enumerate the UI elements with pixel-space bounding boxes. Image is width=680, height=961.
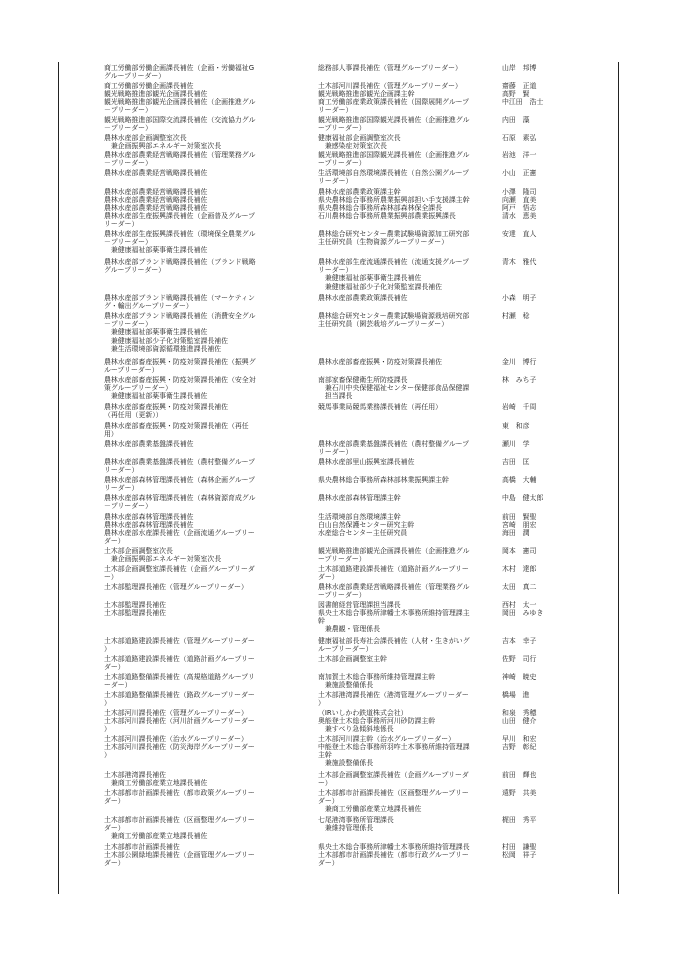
- person-name: 阿戸 悟志: [502, 204, 537, 212]
- person-name: 小森 明子: [502, 294, 537, 302]
- left-border-line: [58, 62, 59, 894]
- new-position: 競馬事業局競馬業務課長補佐（再任用）: [318, 403, 443, 411]
- person-name: 瀬川 学: [502, 440, 530, 448]
- person-name: 村瀬 稔: [502, 312, 530, 320]
- new-position: 水産総合センター主任研究員: [318, 529, 408, 537]
- person-name: 中島 健太郎: [502, 494, 544, 502]
- person-name: 海田 潤: [502, 529, 530, 537]
- person-name: 和泉 秀穂: [502, 709, 537, 717]
- new-position: 土木部河川課主幹（治水グループリーダー）: [318, 735, 455, 743]
- previous-position: 農林水産部畜産振興・防疫対策課長補佐 （再任用（更新））: [104, 403, 229, 420]
- new-position: 総務部人事課長補佐（管理グループリーダー）: [318, 64, 462, 72]
- person-name: 青木 雅代: [502, 258, 537, 266]
- previous-position: 農林水産部農業基盤課長補佐（農村整備グループ リーダー）: [104, 458, 256, 475]
- previous-position: 農林水産部森林管理課長補佐（森林資源育成グル －プリーダー）: [104, 494, 256, 511]
- person-name: 東 和彦: [502, 422, 530, 430]
- previous-position: 農林水産部畜産振興・防疫対策課長補佐（振興グ ループリーダー）: [104, 358, 256, 375]
- previous-position: 土木部道路建設課長補佐（道路計画グループリー ダー）: [104, 655, 255, 672]
- person-name: 宮崎 朋宏: [502, 521, 537, 529]
- previous-position: 農林水産部農業経営戦略課長補佐: [104, 188, 208, 196]
- previous-position: 土木部企画調整室課長補佐（企画グループリーダ ー）: [104, 565, 255, 582]
- new-position: 土木部都市計画課長補佐（区画整理グループリー ダー） 兼商工労働部産業立地課長補佐: [318, 789, 469, 814]
- previous-position: 農林水産部水産課長補佐（企画流通グループリー ダー）: [104, 529, 255, 546]
- previous-position: 農林水産部農業基盤課長補佐: [104, 440, 194, 448]
- person-name: 向瀬 直美: [502, 196, 537, 204]
- new-position: 県央農林総合事務所農業振興部担い手支援課主幹: [318, 196, 470, 204]
- previous-position: 農林水産部農業経営戦略課長補佐: [104, 196, 208, 204]
- previous-position: 農林水産部生産振興課長補佐（企画普及グループ リーダー）: [104, 212, 256, 229]
- previous-position: 農林水産部農業経営戦略課長補佐: [104, 169, 208, 177]
- previous-position: 土木部都市計画課長補佐: [104, 843, 180, 851]
- new-position: 農林水産部農業基盤課長補佐（農村整備グループ リーダー）: [318, 440, 470, 457]
- person-name: 松岡 祥子: [502, 851, 537, 859]
- new-position: 県央農林総合事務所森林部林業振興課主幹: [318, 476, 449, 484]
- previous-position: 土木部河川課長補佐（治水グループリーダー）: [104, 735, 248, 743]
- previous-position: 土木部都市計画課長補佐（区画整理グループリー ダー） 兼商工労働部産業立地課長補佐: [104, 816, 255, 841]
- person-name: 吉本 幸子: [502, 637, 537, 645]
- new-position: 図書館経営管理課担当課長: [318, 601, 401, 609]
- new-position: 南加賀土木総合事務所維持管理課主幹 兼施設整備係長: [318, 673, 436, 690]
- person-name: 橋場 進: [502, 691, 530, 699]
- person-name: 小山 正憲: [502, 169, 537, 177]
- person-name: 安達 直人: [502, 230, 537, 238]
- new-position: 農林総合研究センター農業試験場資源栽培研究部 主任研究員（園芸栽培グループリーダー）: [318, 312, 470, 329]
- new-position: 土木部河川課長補佐（管理グループリーダー）: [318, 82, 462, 90]
- new-position: 観光戦略推進部観光企画課長補佐（企画推進グル ープリーダー）: [318, 547, 470, 564]
- previous-position: 農林水産部生産振興課長補佐（環境保全農業グル －プリーダー） 兼健康福祉部薬事衛生課長補佐: [104, 230, 256, 255]
- new-position: 商工労働部産業政策課長補佐（国際展開グループ リーダー）: [318, 98, 470, 115]
- new-position: 土木部企画調整室課長補佐（企画グループリーダ ー）: [318, 771, 469, 788]
- new-position: 観光戦略推進部観光企画課主幹: [318, 90, 415, 98]
- previous-position: 土木部企画調整室次長 兼企画振興部エネルギー対策室次長: [104, 547, 222, 564]
- person-name: 岡田 みゆき: [502, 609, 544, 617]
- person-name: 齋藤 正道: [502, 82, 537, 90]
- person-name: 吉野 彰紀: [502, 743, 537, 751]
- new-position: 土木部港湾課長補佐（港湾管理グループリーダー ）: [318, 691, 469, 708]
- person-name: 村田 謙聖: [502, 843, 537, 851]
- new-position: 観光戦略推進部国際観光課長補佐（企画推進グル ープリーダー）: [318, 151, 470, 168]
- person-name: 清水 恵美: [502, 212, 537, 220]
- person-name: 山岸 邦博: [502, 64, 537, 72]
- new-position: 石川農林総合事務所農業振興部農業振興課長: [318, 212, 456, 220]
- new-position: 土木部企画調整室主幹: [318, 655, 387, 663]
- new-position: 県央土木総合事務所津幡土木事務所維持管理課主 幹 兼農観・管理係長: [318, 609, 470, 634]
- previous-position: 農林水産部ブランド戦略課長補佐（ブランド戦略 グループリーダー）: [104, 258, 256, 275]
- new-position: 県央土木総合事務所津幡土木事務所維持管理課長: [318, 843, 470, 851]
- new-position: 農林水産部畜産振興・防疫対策課長補佐: [318, 358, 443, 366]
- person-name: 岡本 憲司: [502, 547, 537, 555]
- person-name: 佐野 司行: [502, 655, 537, 663]
- previous-position: 土木部監理課長補佐: [104, 601, 167, 609]
- previous-position: 農林水産部森林管理課長補佐: [104, 513, 194, 521]
- new-position: 県央農林総合事務所森林部森林保全課長: [318, 204, 443, 212]
- new-position: 中能登土木総合事務所羽咋土木事務所維持管理課 主幹 兼施設整備係長: [318, 743, 470, 768]
- previous-position: 農林水産部畜産振興・防疫対策課長補佐（再任 用）: [104, 422, 249, 439]
- previous-position: 観光戦略推進部観光企画課長補佐（企画推進グル －プリーダー）: [104, 98, 256, 115]
- person-name: 内田 藻: [502, 116, 530, 124]
- previous-position: 土木部公園緑地課長補佐（企画管理グループリー ダー）: [104, 851, 255, 868]
- previous-position: 観光戦略推進部観光企画課長補佐: [104, 90, 208, 98]
- previous-position: 土木部監理課長補佐（管理グループリーダー）: [104, 583, 248, 591]
- previous-position: 商工労働部労働企画課長補佐（企画・労働福祉G グループリーダー）: [104, 64, 255, 81]
- new-position: 観光戦略推進部国際観光課長補佐（企画推進グル ープリーダー）: [318, 116, 470, 133]
- previous-position: 農林水産部農業経営戦略課長補佐: [104, 204, 208, 212]
- new-position: 生活環境部自然環境課主幹: [318, 513, 401, 521]
- previous-position: 土木部道路整備課長補佐（路政グループリーダー ）: [104, 691, 255, 708]
- person-name: 前田 賢聖: [502, 513, 537, 521]
- new-position: 農林水産部生産流通課長補佐（流通支援グループ リーダー） 兼健康福祉部薬事衛生課長補佐 兼健康福祉部少子化対策監室課長補佐: [318, 258, 470, 291]
- previous-position: 土木部河川課長補佐（管理グループリーダー）: [104, 709, 248, 717]
- new-position: 農林水産部里山振興室課長補佐: [318, 458, 415, 466]
- person-name: 金川 博行: [502, 358, 537, 366]
- person-name: 小澤 隆司: [502, 188, 537, 196]
- previous-position: 農林水産部畜産振興・防疫対策課長補佐（安全対 策グループリーダー） 兼健康福祉部薬事衛生課長補佐: [104, 376, 256, 401]
- previous-position: 農林水産部企画調整室次長 兼企画振興部エネルギー対策室次長: [104, 134, 222, 151]
- person-name: 高野 賢: [502, 90, 530, 98]
- person-name: 岩池 洋一: [502, 151, 537, 159]
- previous-position: 農林水産部森林管理課長補佐（森林企画グループ リーダー）: [104, 476, 256, 493]
- person-name: 前田 輝也: [502, 771, 537, 779]
- person-name: 石原 素弘: [502, 134, 537, 142]
- new-position: 農林水産部農業政策課主幹: [318, 188, 401, 196]
- previous-position: 土木部河川課長補佐（河川計画グループリーダー ）: [104, 717, 255, 734]
- person-name: 梶田 秀平: [502, 816, 537, 824]
- person-name: 早川 和宏: [502, 735, 537, 743]
- new-position: 農林水産部農業経営戦略課長補佐（管理業務グル ープリーダー）: [318, 583, 470, 600]
- new-position: 農林総合研究センター農業試験場資源加工研究部 主任研究員（生物資源グループリーダー）: [318, 230, 470, 247]
- new-position: 白山自然保護センター研究主幹: [318, 521, 415, 529]
- new-position: （IRいしかわ鉄道株式会社）: [318, 709, 408, 717]
- person-name: 神崎 暁史: [502, 673, 537, 681]
- person-name: 吉田 匡: [502, 458, 530, 466]
- previous-position: 農林水産部森林管理課長補佐: [104, 521, 194, 529]
- previous-position: 土木部都市計画課長補佐（都市政策グループリー ダー）: [104, 789, 255, 806]
- new-position: 七尾港湾事務所管理課長 兼維持管理係長: [318, 816, 394, 833]
- new-position: 健康福祉部長寿社会課長補佐（人材・生きがいグ ループリーダー）: [318, 637, 470, 654]
- new-position: 健康福祉部企画調整室次長 兼感染症対策室次長: [318, 134, 401, 151]
- person-name: 高橋 大輔: [502, 476, 537, 484]
- person-name: 太田 真二: [502, 583, 537, 591]
- new-position: 土木部道路建設課長補佐（道路計画グループリー ダー）: [318, 565, 469, 582]
- new-position: 奥能登土木総合事務所河川砂防課主幹 兼すべり急傾斜地係長: [318, 717, 436, 734]
- new-position: 南部家畜保健衛生所防疫課長 兼石川中央保健福祉センター保健部食品保健課 担当課長: [318, 376, 470, 401]
- previous-position: 観光戦略推進部国際交流課長補佐（交流協力グル －プリーダー）: [104, 116, 256, 133]
- person-name: 山田 健介: [502, 717, 537, 725]
- person-name: 林 みち子: [502, 376, 537, 384]
- previous-position: 土木部河川課長補佐（防災海岸グループリーダー ）: [104, 743, 255, 760]
- person-name: 岩崎 千周: [502, 403, 537, 411]
- new-position: 農林水産部森林管理課主幹: [318, 494, 401, 502]
- person-name: 遠野 共美: [502, 789, 537, 797]
- previous-position: 商工労働部労働企画課長補佐: [104, 82, 194, 90]
- previous-position: 土木部港湾課長補佐 兼商工労働部産業立地課長補佐: [104, 771, 208, 788]
- new-position: 土木部都市計画課長補佐（都市行政グループリー ダー）: [318, 851, 469, 868]
- person-name: 木村 達郎: [502, 565, 537, 573]
- new-position: 農林水産部農業政策課長補佐: [318, 294, 408, 302]
- previous-position: 土木部道路建設課長補佐（管理グループリーダー ）: [104, 637, 255, 654]
- right-border-line: [618, 62, 619, 894]
- previous-position: 農林水産部農業経営戦略課長補佐（管理業務グル －プリーダー）: [104, 151, 256, 168]
- previous-position: 土木部道路整備課長補佐（高規格道路グループリ ーダー）: [104, 673, 255, 690]
- previous-position: 土木部監理課長補佐: [104, 609, 167, 617]
- previous-position: 農林水産部ブランド戦略課長補佐（マーケティン グ・輸出グループリーダー）: [104, 294, 255, 311]
- person-name: 西村 太一: [502, 601, 537, 609]
- previous-position: 農林水産部ブランド戦略課長補佐（消費安全グル －プリーダー） 兼健康福祉部薬事衛生課長補佐 兼健康福祉部少子化対策監室課長補佐 兼生活環境部資源循環推進課長補佐: [104, 312, 256, 353]
- person-name: 中江田 浩士: [502, 98, 544, 106]
- new-position: 生活環境部自然環境課長補佐（自然公園グループ リーダー）: [318, 169, 470, 186]
